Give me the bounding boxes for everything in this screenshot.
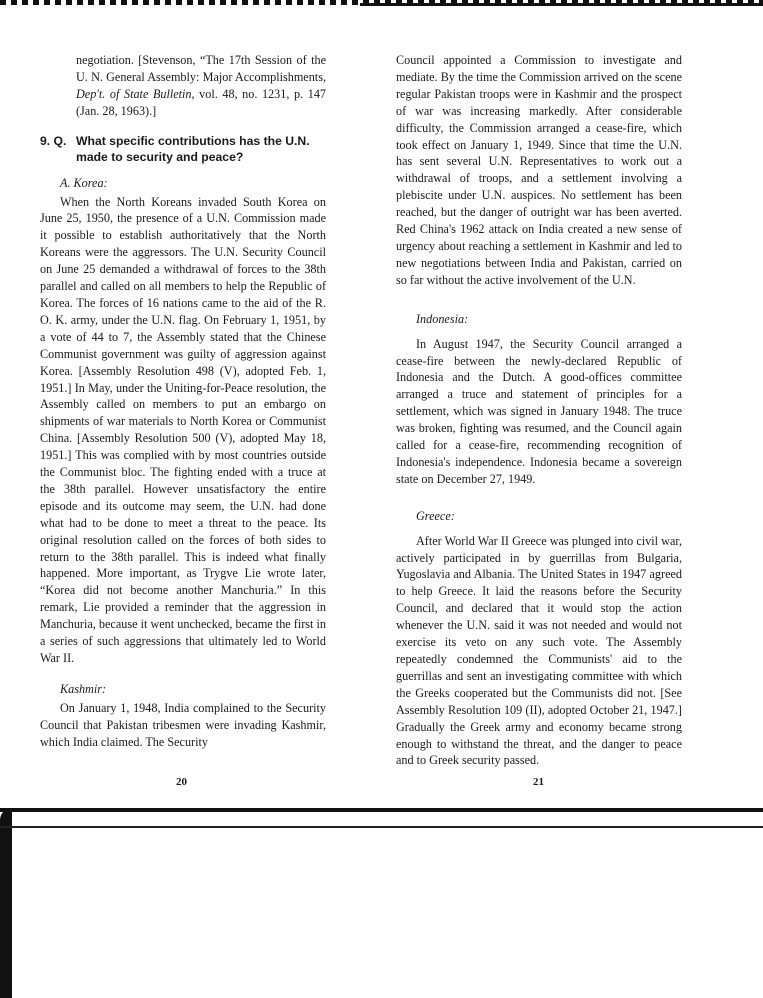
section-korea-label: A. Korea:: [60, 175, 108, 190]
page-number-left: 20: [176, 776, 187, 788]
scan-bottom-line: [0, 826, 763, 828]
indonesia-paragraph: In August 1947, the Security Council arranged a cease-fire between the newly-declared Republic of Indonesia and the Dutch. A good-offices committee arranged a truce and statement of principles for a settlement, which was signed in January 1948. The truce was broken, fighting was resumed, and the Council again called for a cease-fire, recommending recognition of Indonesia's independence. Indonesia became a sovereign state on December 27, 1949.: [396, 336, 682, 486]
kashmir-paragraph-continued: Council appointed a Commission to investigate and mediate. By the time the Commission arrived on the scene regular Pakistan troops were in Kashmir and the prospect of war was increasing markedly. After considerable difficulty, the Commission arranged a cease-fire, which took effect on January 1, 1949. Since that time the U.N. has sent several U.N. Representatives to work out a withdrawal of troops, and a settlement involving a plebiscite under U.N. auspices. No settlement has been reached, but the danger of outright war has been averted. Red China's 1962 attack on India created a new sense of urgency about reaching a settlement in Kashmir and led to new negotiations between India and Pakistan, carried on so far without the active involvement of the U.N.: [396, 53, 682, 287]
section-kashmir-label: Kashmir:: [60, 681, 107, 696]
scan-bottom-edge: [0, 808, 763, 832]
scan-corner-shadow: [0, 808, 12, 998]
citation-text: negotiation. [Stevenson, “The 17th Session of the U. N. General Assembly: Major Accomplishments,: [76, 53, 326, 84]
scan-top-edge-solid: [360, 3, 763, 6]
right-page-column: [396, 52, 682, 769]
page-number-right: 21: [533, 776, 544, 788]
question-text: What specific contributions has the U.N. made to security and peace?: [76, 133, 310, 165]
greece-paragraph: After World War II Greece was plunged into civil war, actively participated in by guerrillas from Bulgaria, Yugoslavia and Albania. The United States in 1947 agreed to help Greece. It laid the reasons before the Security Council, and declared that it would stop the action whenever the U.N. said it was not needed and would not exercise its veto on any such vote. The Assembly repeatedly condemned the Communists' aid to the guerrillas and sent an investigating committee with which the Greeks cooperated but the Communists did not. [See Assembly Resolution 109 (II), adopted October 21, 1947.] Gradually the Greek army and economy became strong enough to withstand the threat, and the danger to peace and to Greek security passed.: [396, 533, 682, 768]
citation-end: , vol. 48, no. 1231, p. 147 (Jan. 28, 1963).]: [76, 86, 327, 118]
question-heading: [40, 133, 326, 166]
korea-paragraph: When the North Koreans invaded South Korea on June 25, 1950, the presence of a U.N. Commission made it possible to establish authoritatively that the North Koreans were the aggressors. The U.N. Security Council on June 25 demanded a withdrawal of forces to the 38th parallel and called on all members to help the Republic of Korea. The forces of 16 nations came to the aid of the R. O. K. army, under the U.N. flag. On February 1, 1951, by a vote of 44 to 7, the Assembly stated that the Chinese Communist government was guilty of aggression against Korea. [Assembly Resolution 498 (V), adopted Feb. 1, 1951.] In May, under the Uniting-for-Peace resolution, the Assembly called on members to put an embargo on shipments of war materials to North Korea or Communist China. [Assembly Resolution 500 (V), adopted May 18, 1951.] This was complied with by most countries outside the Communist bloc. The fighting ended with a truce at the 38th parallel. However unsatisfactory the entire episode and its outcome may seem, the U.N. had done what had to be done to meet a threat to the peace. Its original resolution called on the forces of both sides to return to the 38th parallel. This is indeed what finally happened. More important, as Trygve Lie wrote later, “Korea did not become another Manchuria.” In this remark, Lie provided a reminder that the aggression in Manchuria, because it went unchecked, became the first in a series of such aggressions that ultimately led to World War II.: [40, 194, 326, 665]
question-number: 9. Q.: [40, 133, 67, 148]
section-indonesia-label: Indonesia:: [416, 311, 469, 326]
kashmir-paragraph-start: On January 1, 1948, India complained to the Security Council that Pakistan tribesmen were invading Kashmir, which India claimed. The Security: [40, 700, 326, 749]
section-greece-label: Greece:: [416, 508, 455, 523]
citation-italic: Dep't. of State Bulletin: [76, 86, 192, 101]
citation-paragraph: [40, 52, 326, 120]
left-page-column: [40, 52, 326, 751]
